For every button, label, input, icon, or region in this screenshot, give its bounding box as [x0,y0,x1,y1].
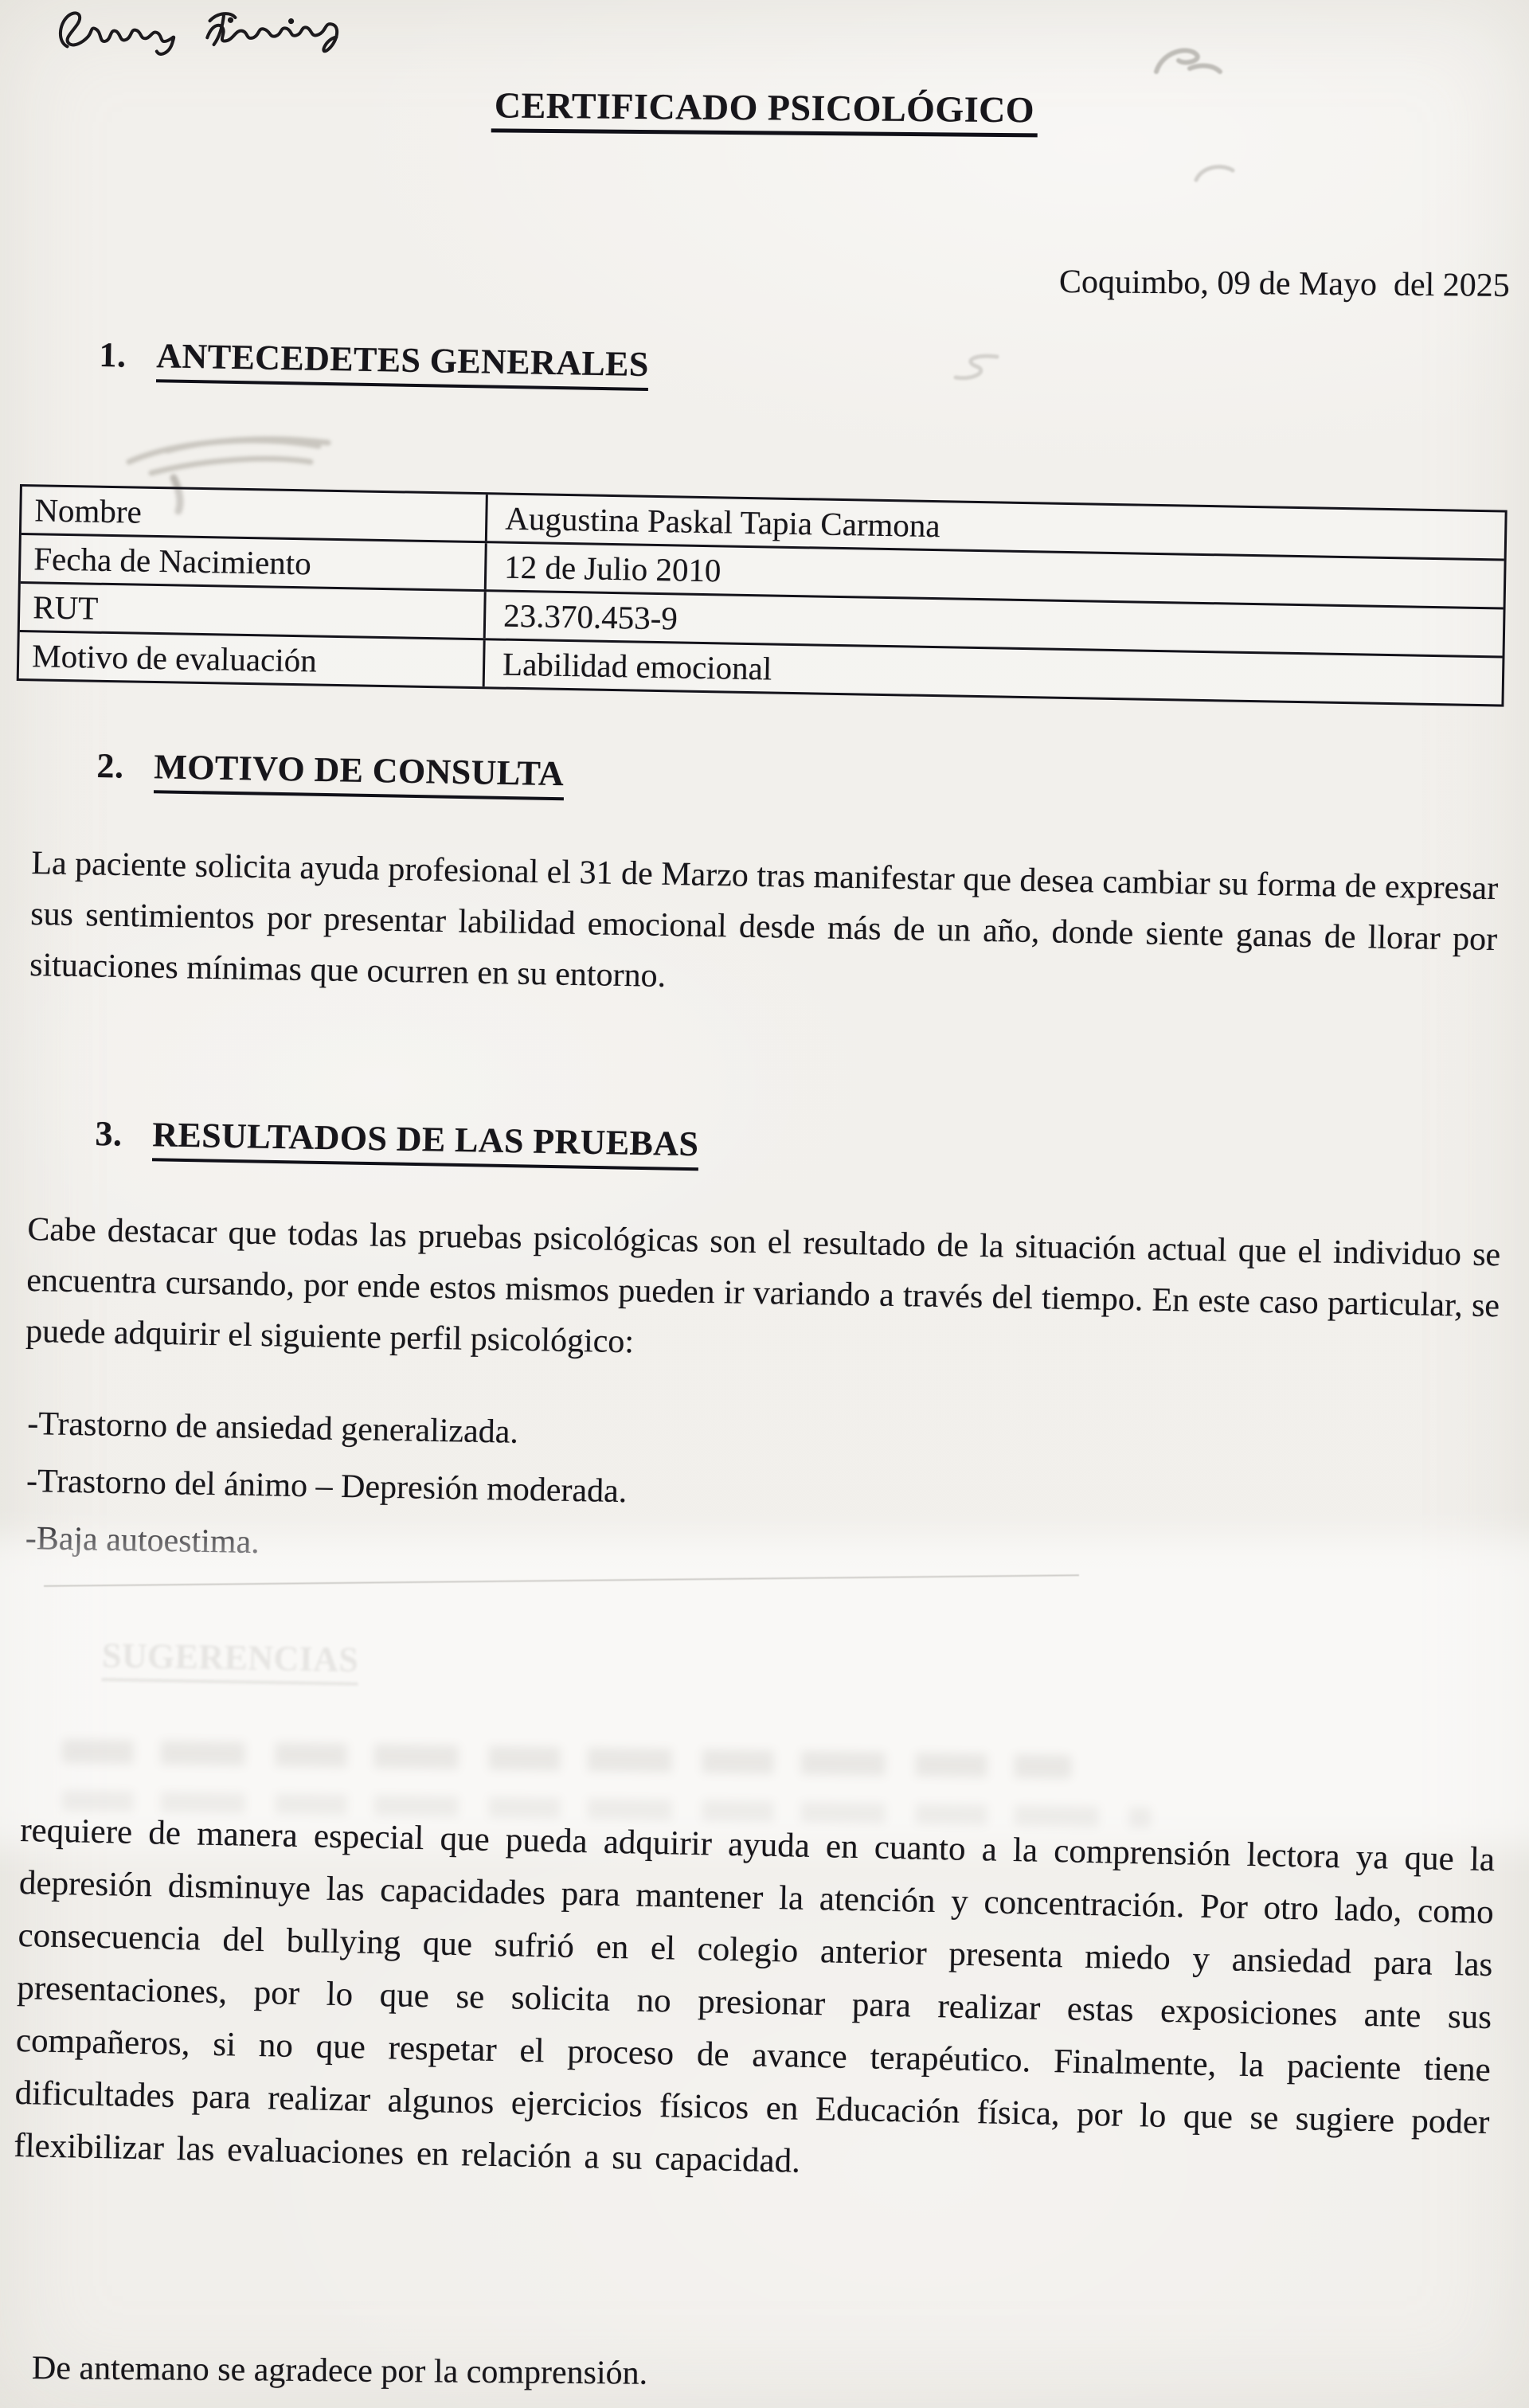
table-label-cell: Fecha de Nacimiento [21,535,487,589]
table-label-cell: Nombre [22,487,488,541]
scan-smudge-top-right [1150,41,1230,81]
paragraph-motivo-consulta: La paciente solicita ayuda profesional el 31 de Marzo tras manifestar que desea cambiar su forma de expresar sus sentimientos por presentar labilidad emocional desde más de un año, donde siente ganas de llorar por situaciones mínimas que ocurren en su entorno. [29,844,1499,995]
section-title: MOTIVO DE CONSULTA [154,746,565,800]
section-number: 2. [96,745,124,786]
closing-line: De antemano se agradece por la comprensión. [31,2350,648,2392]
section-title: RESULTADOS DE LAS PRUEBAS [152,1114,699,1171]
table-label-cell: RUT [20,584,487,638]
erased-section-ghost-heading [102,1635,359,1680]
table-label-cell: Motivo de evaluación [19,632,486,686]
signature-scribble-icon [53,0,374,69]
paragraph-recomendaciones: requiere de manera especial que pueda adquirir ayuda en cuanto a la comprensión lectora ya que la depresión disminuye las capacidades para mantener la atención y concentración. Por otro lado, como consecuencia del bullying que sufrió en el colegio anterior presenta miedo y ansiedad para las presentaciones, por lo que se solicita no presionar para realizar estas exposiciones ante sus compañeros, si no que respetar el proceso de avance terapéutico. Finalmente, la paciente tiene dificultades para realizar algunos ejercicios físicos en Educación física, por lo que se sugiere poder flexibilizar las evaluaciones en relación a su capacidad. [13,1811,1496,2180]
table-value-cell: 23.370.453-9 [502,596,678,637]
paragraph-resultados-pruebas: Cabe destacar que todas las pruebas psicológicas son el resultado de la situación actual que el individuo se encuentra cursando, por ende estos mismos pueden ir variando a través del tiempo. En este caso particular, se puede adquirir el siguiente perfil psicológico: [25,1210,1501,1361]
section-number: 3. [95,1113,123,1154]
handwritten-signature [53,0,374,69]
scan-smudge-heading [941,349,1013,385]
scan-smudge-right [1191,159,1239,186]
table-value-cell: 12 de Julio 2010 [503,548,721,589]
diagnosis-list-item: -Trastorno de ansiedad generalizada. [26,1405,519,1451]
section-heading-motivo-consulta [96,745,565,800]
document-title [0,80,1529,142]
diagnosis-list-item: -Trastorno del ánimo – Depresión moderada. [25,1462,628,1511]
section-number: 1. [99,334,127,375]
section-heading-resultados [95,1113,699,1171]
date-line: Coquimbo, 09 de Mayo del 2025 [1059,264,1511,304]
section-title: ANTECEDETES GENERALES [156,335,649,391]
table-value-cell: Augustina Paskal Tapia Carmona [504,499,941,545]
ghost-heading-text: SUGERENCIAS [101,1636,358,1686]
document-title-text: CERTIFICADO PSICOLÓGICO [491,84,1038,137]
patient-table [17,484,1507,707]
section-heading-antecedentes [99,334,649,391]
table-value-cell: Labilidad emocional [502,645,772,687]
